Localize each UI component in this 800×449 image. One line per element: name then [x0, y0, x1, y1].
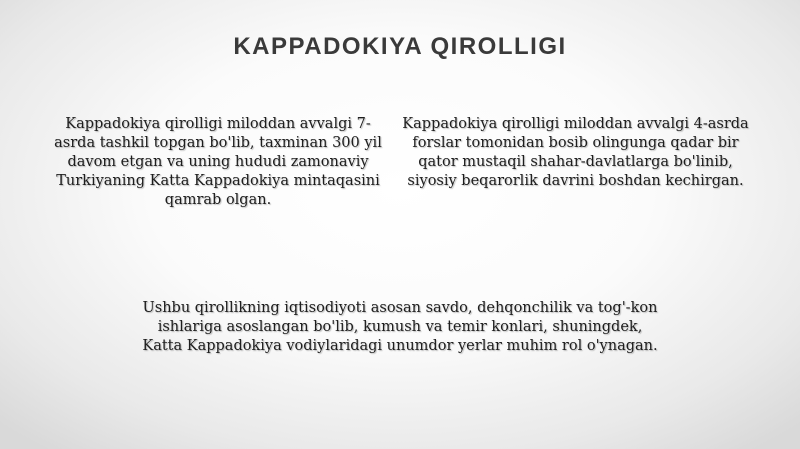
slide-title: KAPPADOKIYA QIROLLIGI — [233, 33, 567, 60]
paragraph-line: qator mustaqil shahar-davlatlarga bo'linib, — [418, 154, 733, 170]
paragraph-line: Kappadokiya qirolligi miloddan avvalgi 7- — [65, 116, 371, 132]
paragraph-line: Katta Kappadokiya vodiylaridagi unumdor yerlar muhim rol o'ynagan. — [142, 338, 658, 354]
paragraph-right — [398, 115, 753, 191]
paragraph-line: Ushbu qirollikning iqtisodiyoti asosan savdo, dehqonchilik va tog'-kon — [142, 300, 658, 316]
paragraph-line: forslar tomonidan bosib olingunga qadar bir — [412, 135, 739, 151]
paragraph-line: davom etgan va uning hududi zamonaviy — [67, 154, 369, 170]
paragraph-bottom — [130, 299, 670, 356]
paragraph-line: siyosiy beqarorlik davrini boshdan kechirgan. — [407, 173, 744, 189]
paragraph-line: asrda tashkil topgan bo'lib, taxminan 300 yil — [54, 135, 382, 151]
paragraph-line: ishlariga asoslangan bo'lib, kumush va temir konlari, shuningdek, — [157, 319, 643, 335]
paragraph-line: Kappadokiya qirolligi miloddan avvalgi 4-asrda — [402, 116, 749, 132]
paragraph-line: Turkiyaning Katta Kappadokiya mintaqasini — [56, 173, 380, 189]
paragraph-left — [48, 115, 388, 210]
paragraph-line: qamrab olgan. — [164, 192, 272, 208]
